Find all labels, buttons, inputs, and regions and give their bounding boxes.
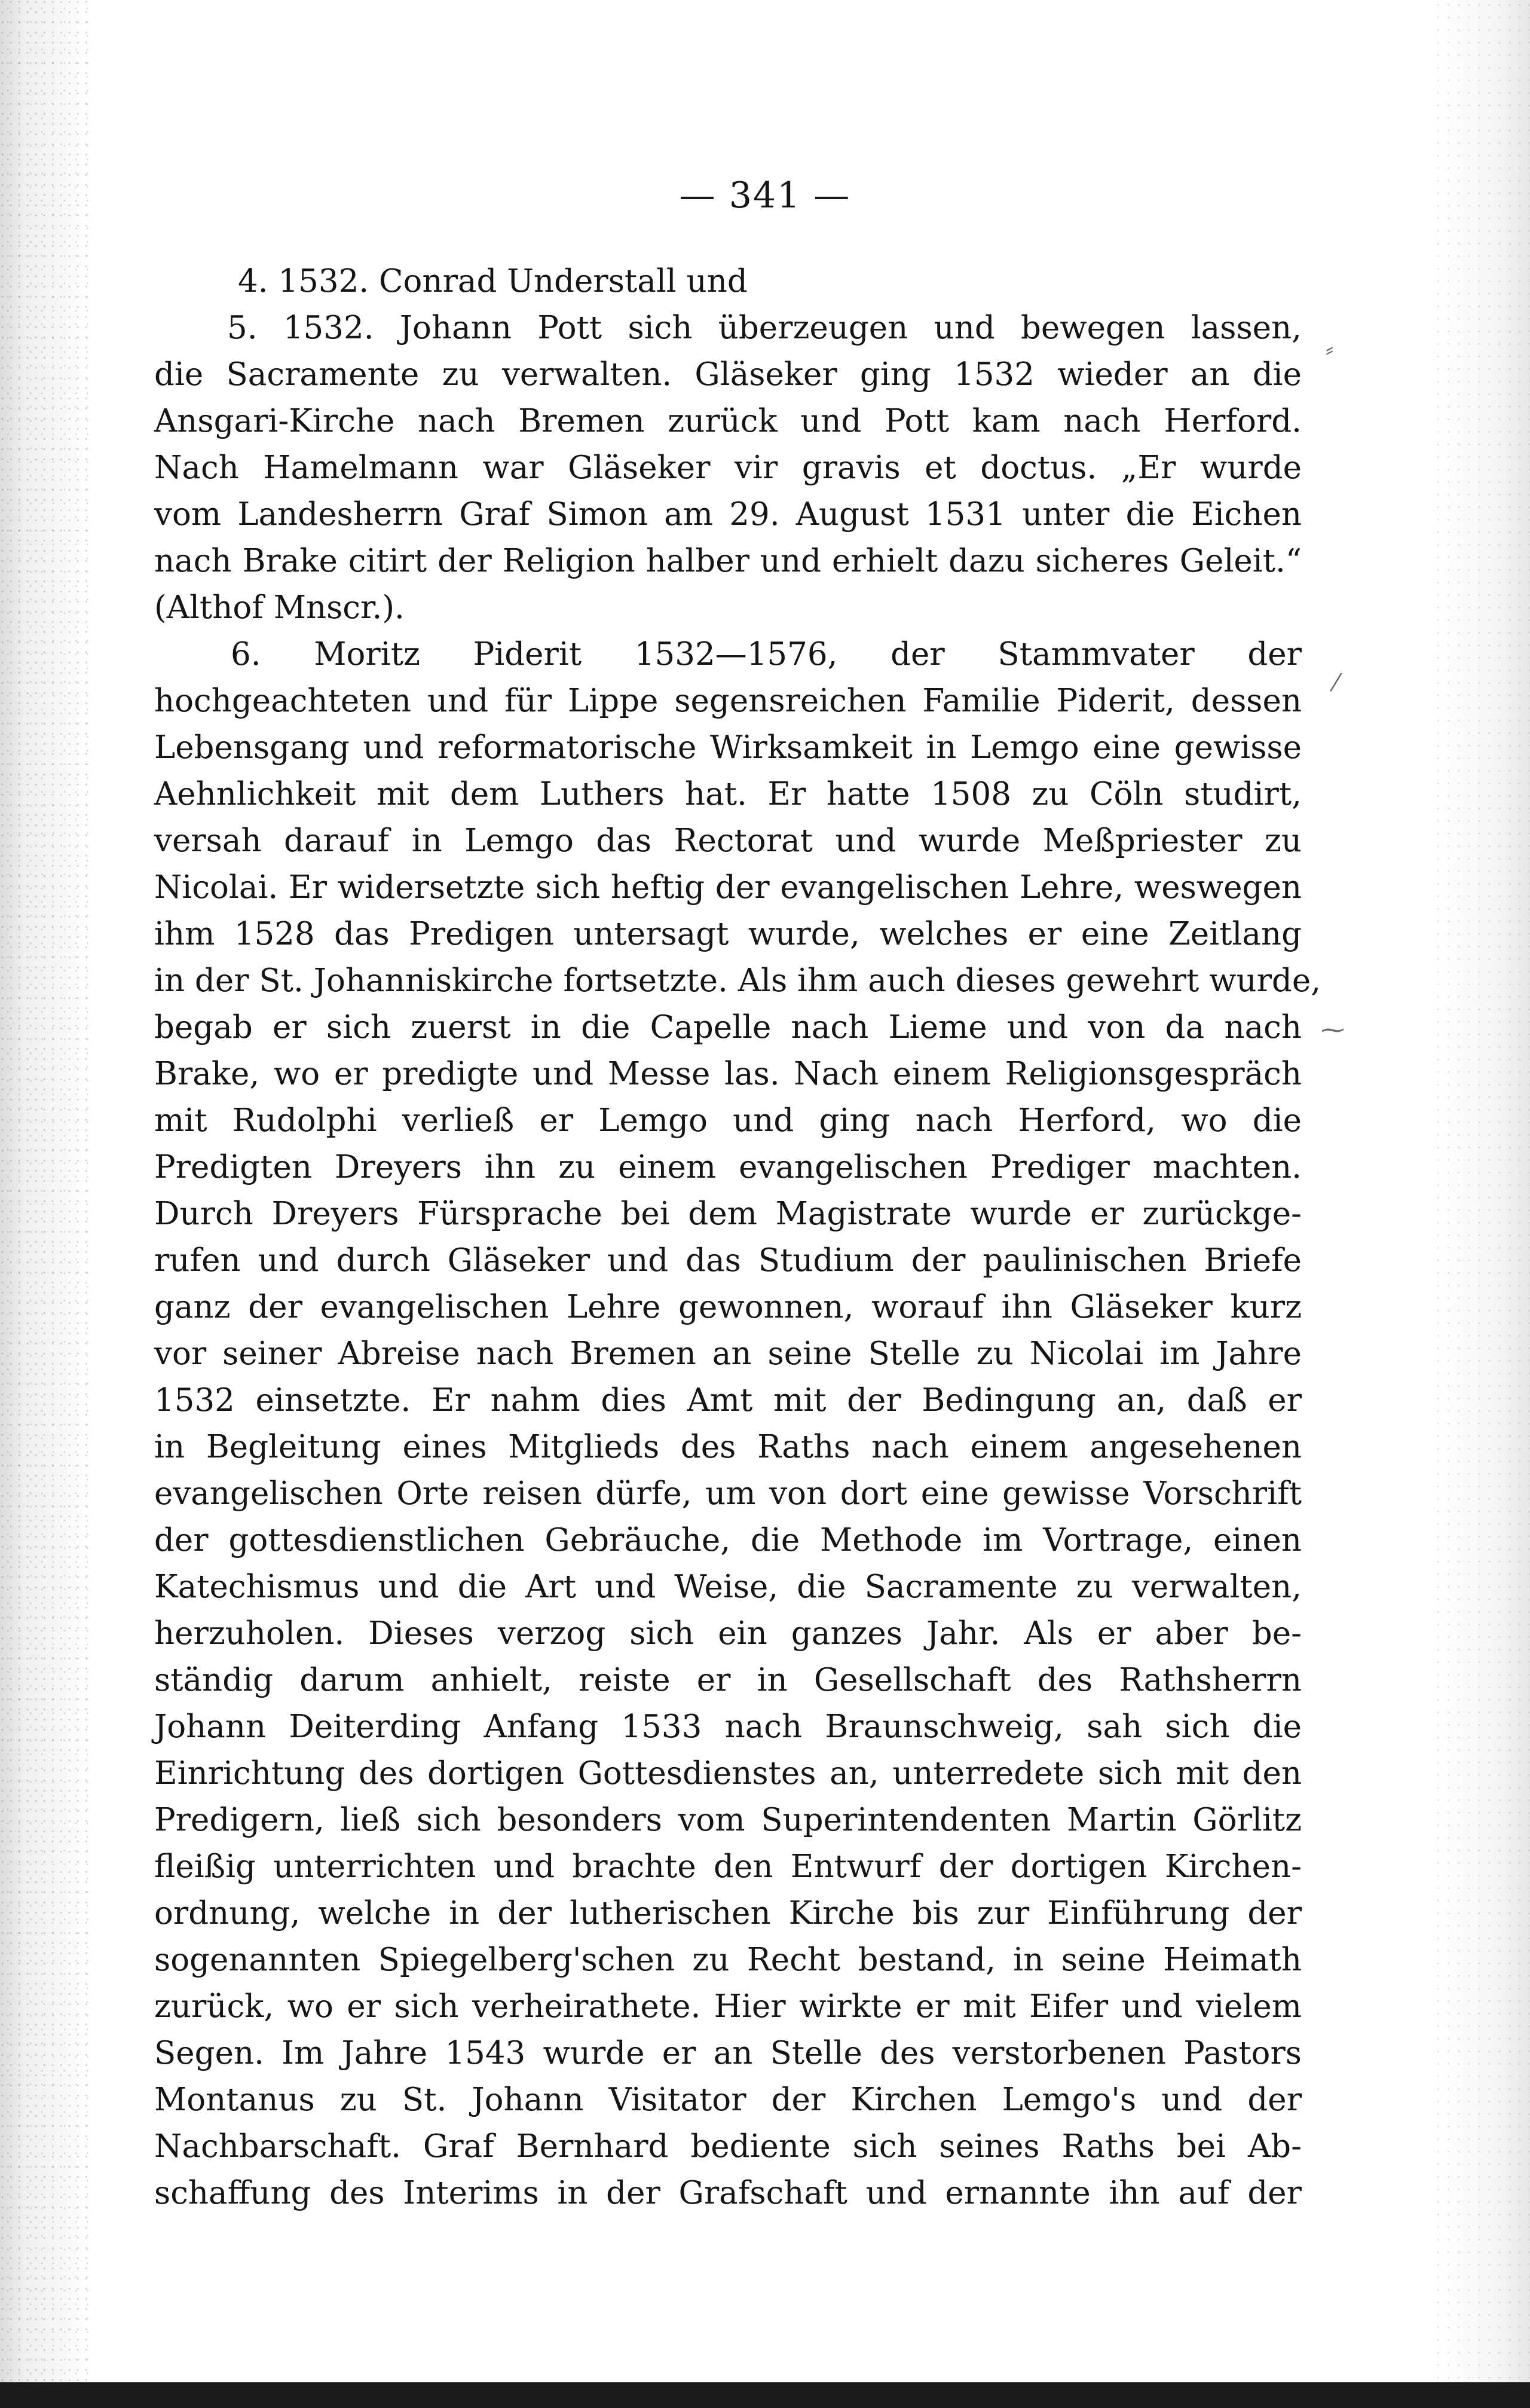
text-line: begab er sich zuerst in die Capelle nach Lieme und von da nach	[154, 1009, 1302, 1046]
text-line: fleißig unterrichten und brachte den Entwurf der dortigen Kirchen-	[154, 1848, 1302, 1885]
text-line: vor seiner Abreise nach Bremen an seine Stelle zu Nicolai im Jahre	[154, 1336, 1302, 1372]
scan-margin-right	[1434, 0, 1530, 2408]
text-line: herzuholen. Dieses verzog sich ein ganzes Jahr. Als er aber be-	[154, 1615, 1302, 1652]
text-line: sogenannten Spiegelberg'schen zu Recht bestand, in seine Heimath	[154, 1942, 1302, 1978]
text-line: 1532 einsetzte. Er nahm dies Amt mit der Bedingung an, daß er	[154, 1382, 1302, 1419]
body-text	[154, 258, 1321, 2217]
text-line: schaffung des Interims in der Grafschaft und ernannte ihn auf der	[154, 2175, 1302, 2211]
text-line: (Althof Mnscr.).	[154, 589, 405, 626]
text-line: Ansgari-Kirche nach Bremen zurück und Pott kam nach Herford.	[154, 403, 1302, 439]
text-line: in Begleitung eines Mitglieds des Raths nach einem angesehenen	[154, 1429, 1302, 1465]
text-line: vom Landesherrn Graf Simon am 29. August 1531 unter die Eichen	[154, 496, 1302, 533]
text-line: zurück, wo er sich verheirathete. Hier wirkte er mit Eifer und vielem	[154, 1988, 1302, 2025]
text-line: ständig darum anhielt, reiste er in Gesellschaft des Rathsherrn	[154, 1662, 1302, 1698]
text-line: Katechismus und die Art und Weise, die Sacramente zu verwalten,	[154, 1569, 1302, 1605]
text-line: rufen und durch Gläseker und das Studium der paulinischen Briefe	[154, 1242, 1302, 1279]
text-line: 4. 1532. Conrad Understall und	[238, 263, 748, 300]
text-line: Nach Hamelmann war Gläseker vir gravis et doctus. „Er wurde	[154, 450, 1302, 486]
margin-mark: ⁓	[1321, 1016, 1345, 1044]
text-line: Predigten Dreyers ihn zu einem evangelischen Prediger machten.	[154, 1149, 1302, 1185]
text-line: Durch Dreyers Fürsprache bei dem Magistrate wurde er zurückge-	[154, 1196, 1302, 1232]
margin-mark: ⁄	[1334, 670, 1338, 697]
text-line: ganz der evangelischen Lehre gewonnen, worauf ihn Gläseker kurz	[154, 1289, 1302, 1325]
text-line: Montanus zu St. Johann Visitator der Kirchen Lemgo's und der	[154, 2082, 1302, 2118]
text-line: die Sacramente zu verwalten. Gläseker ging 1532 wieder an die	[154, 356, 1302, 393]
text-line: Predigern, ließ sich besonders vom Superintendenten Martin Görlitz	[154, 1802, 1302, 1838]
text-line: Segen. Im Jahre 1543 wurde er an Stelle des verstorbenen Pastors	[154, 2035, 1302, 2071]
text-line: nach Brake citirt der Religion halber und erhielt dazu sicheres Geleit.“	[154, 543, 1302, 579]
text-line: 5. 1532. Johann Pott sich überzeugen und bewegen lassen,	[227, 310, 1302, 346]
margin-mark: ⸗	[1326, 335, 1334, 363]
text-line: Brake, wo er predigte und Messe las. Nach einem Religionsgespräch	[154, 1056, 1302, 1092]
text-line: Johann Deiterding Anfang 1533 nach Braunschweig, sah sich die	[154, 1709, 1302, 1745]
text-line: der gottesdienstlichen Gebräuche, die Methode im Vortrage, einen	[154, 1522, 1302, 1559]
text-line: evangelischen Orte reisen dürfe, um von dort eine gewisse Vorschrift	[154, 1475, 1302, 1512]
text-line: Aehnlichkeit mit dem Luthers hat. Er hatte 1508 zu Cöln studirt,	[154, 776, 1302, 812]
text-line: hochgeachteten und für Lippe segensreichen Familie Piderit, dessen	[154, 683, 1302, 719]
text-line: 6. Moritz Piderit 1532—1576, der Stammvater der	[231, 636, 1302, 673]
page-number: — 341 —	[679, 175, 851, 216]
text-line: versah darauf in Lemgo das Rectorat und wurde Meßpriester zu	[154, 823, 1302, 859]
text-line: in der St. Johanniskirche fortsetzte. Als ihm auch dieses gewehrt wurde,	[154, 962, 1321, 999]
text-line: ordnung, welche in der lutherischen Kirche bis zur Einführung der	[154, 1895, 1302, 1932]
text-line: mit Rudolphi verließ er Lemgo und ging nach Herford, wo die	[154, 1102, 1302, 1139]
scan-margin-left	[0, 0, 90, 2408]
text-line: Einrichtung des dortigen Gottesdienstes an, unterredete sich mit den	[154, 1755, 1302, 1792]
text-line: Lebensgang und reformatorische Wirksamkeit in Lemgo eine gewisse	[154, 729, 1302, 766]
text-line: Nachbarschaft. Graf Bernhard bediente sich seines Raths bei Ab-	[154, 2128, 1302, 2165]
text-line: Nicolai. Er widersetzte sich heftig der evangelischen Lehre, weswegen	[154, 869, 1302, 906]
text-line: ihm 1528 das Predigen untersagt wurde, welches er eine Zeitlang	[154, 916, 1302, 952]
scan-bottom-edge	[0, 2382, 1530, 2408]
